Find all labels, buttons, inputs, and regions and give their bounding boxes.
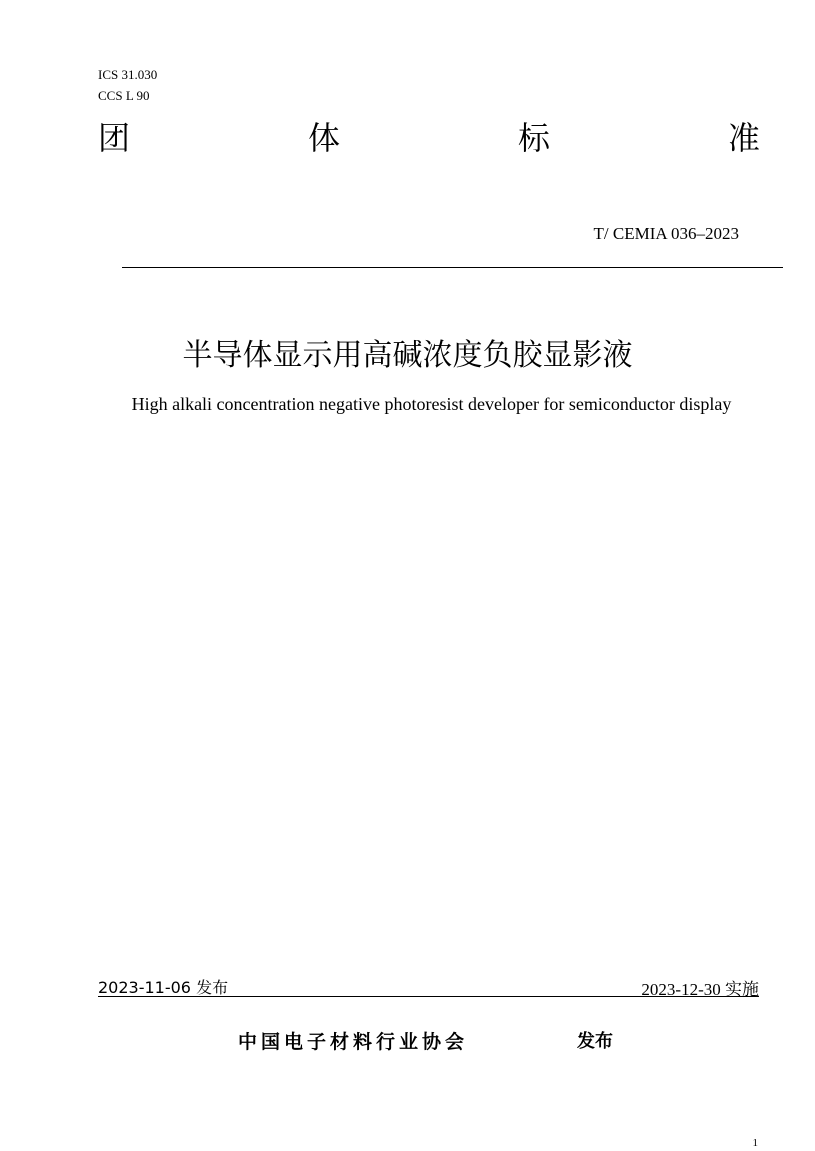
standard-type-char: 标 <box>517 119 550 157</box>
implement-date: 2023-12-30 实施 <box>641 980 759 999</box>
publish-date: 2023-11-06 发布 <box>98 978 229 997</box>
standard-type-char: 团 <box>98 119 131 157</box>
title-chinese: 半导体显示用高碱浓度负胶显影液 <box>182 338 633 373</box>
header-divider <box>122 267 783 268</box>
standard-type-char: 体 <box>307 119 340 157</box>
standard-number: T/ CEMIA 036–2023 <box>593 224 739 243</box>
issue-label: 发布 <box>577 1031 613 1052</box>
title-english: High alkali concentration negative photoresist developer for semiconductor display <box>131 394 732 414</box>
standard-type-heading <box>98 118 760 158</box>
standard-type-char: 准 <box>727 119 760 157</box>
page-number: 1 <box>752 1137 758 1149</box>
ccs-code: CCS L 90 <box>98 88 150 103</box>
issuer-name: 中国电子材料行业协会 <box>238 1031 469 1053</box>
footer-divider <box>98 996 759 997</box>
classification-codes <box>98 64 157 106</box>
ics-code: ICS 31.030 <box>98 67 158 82</box>
